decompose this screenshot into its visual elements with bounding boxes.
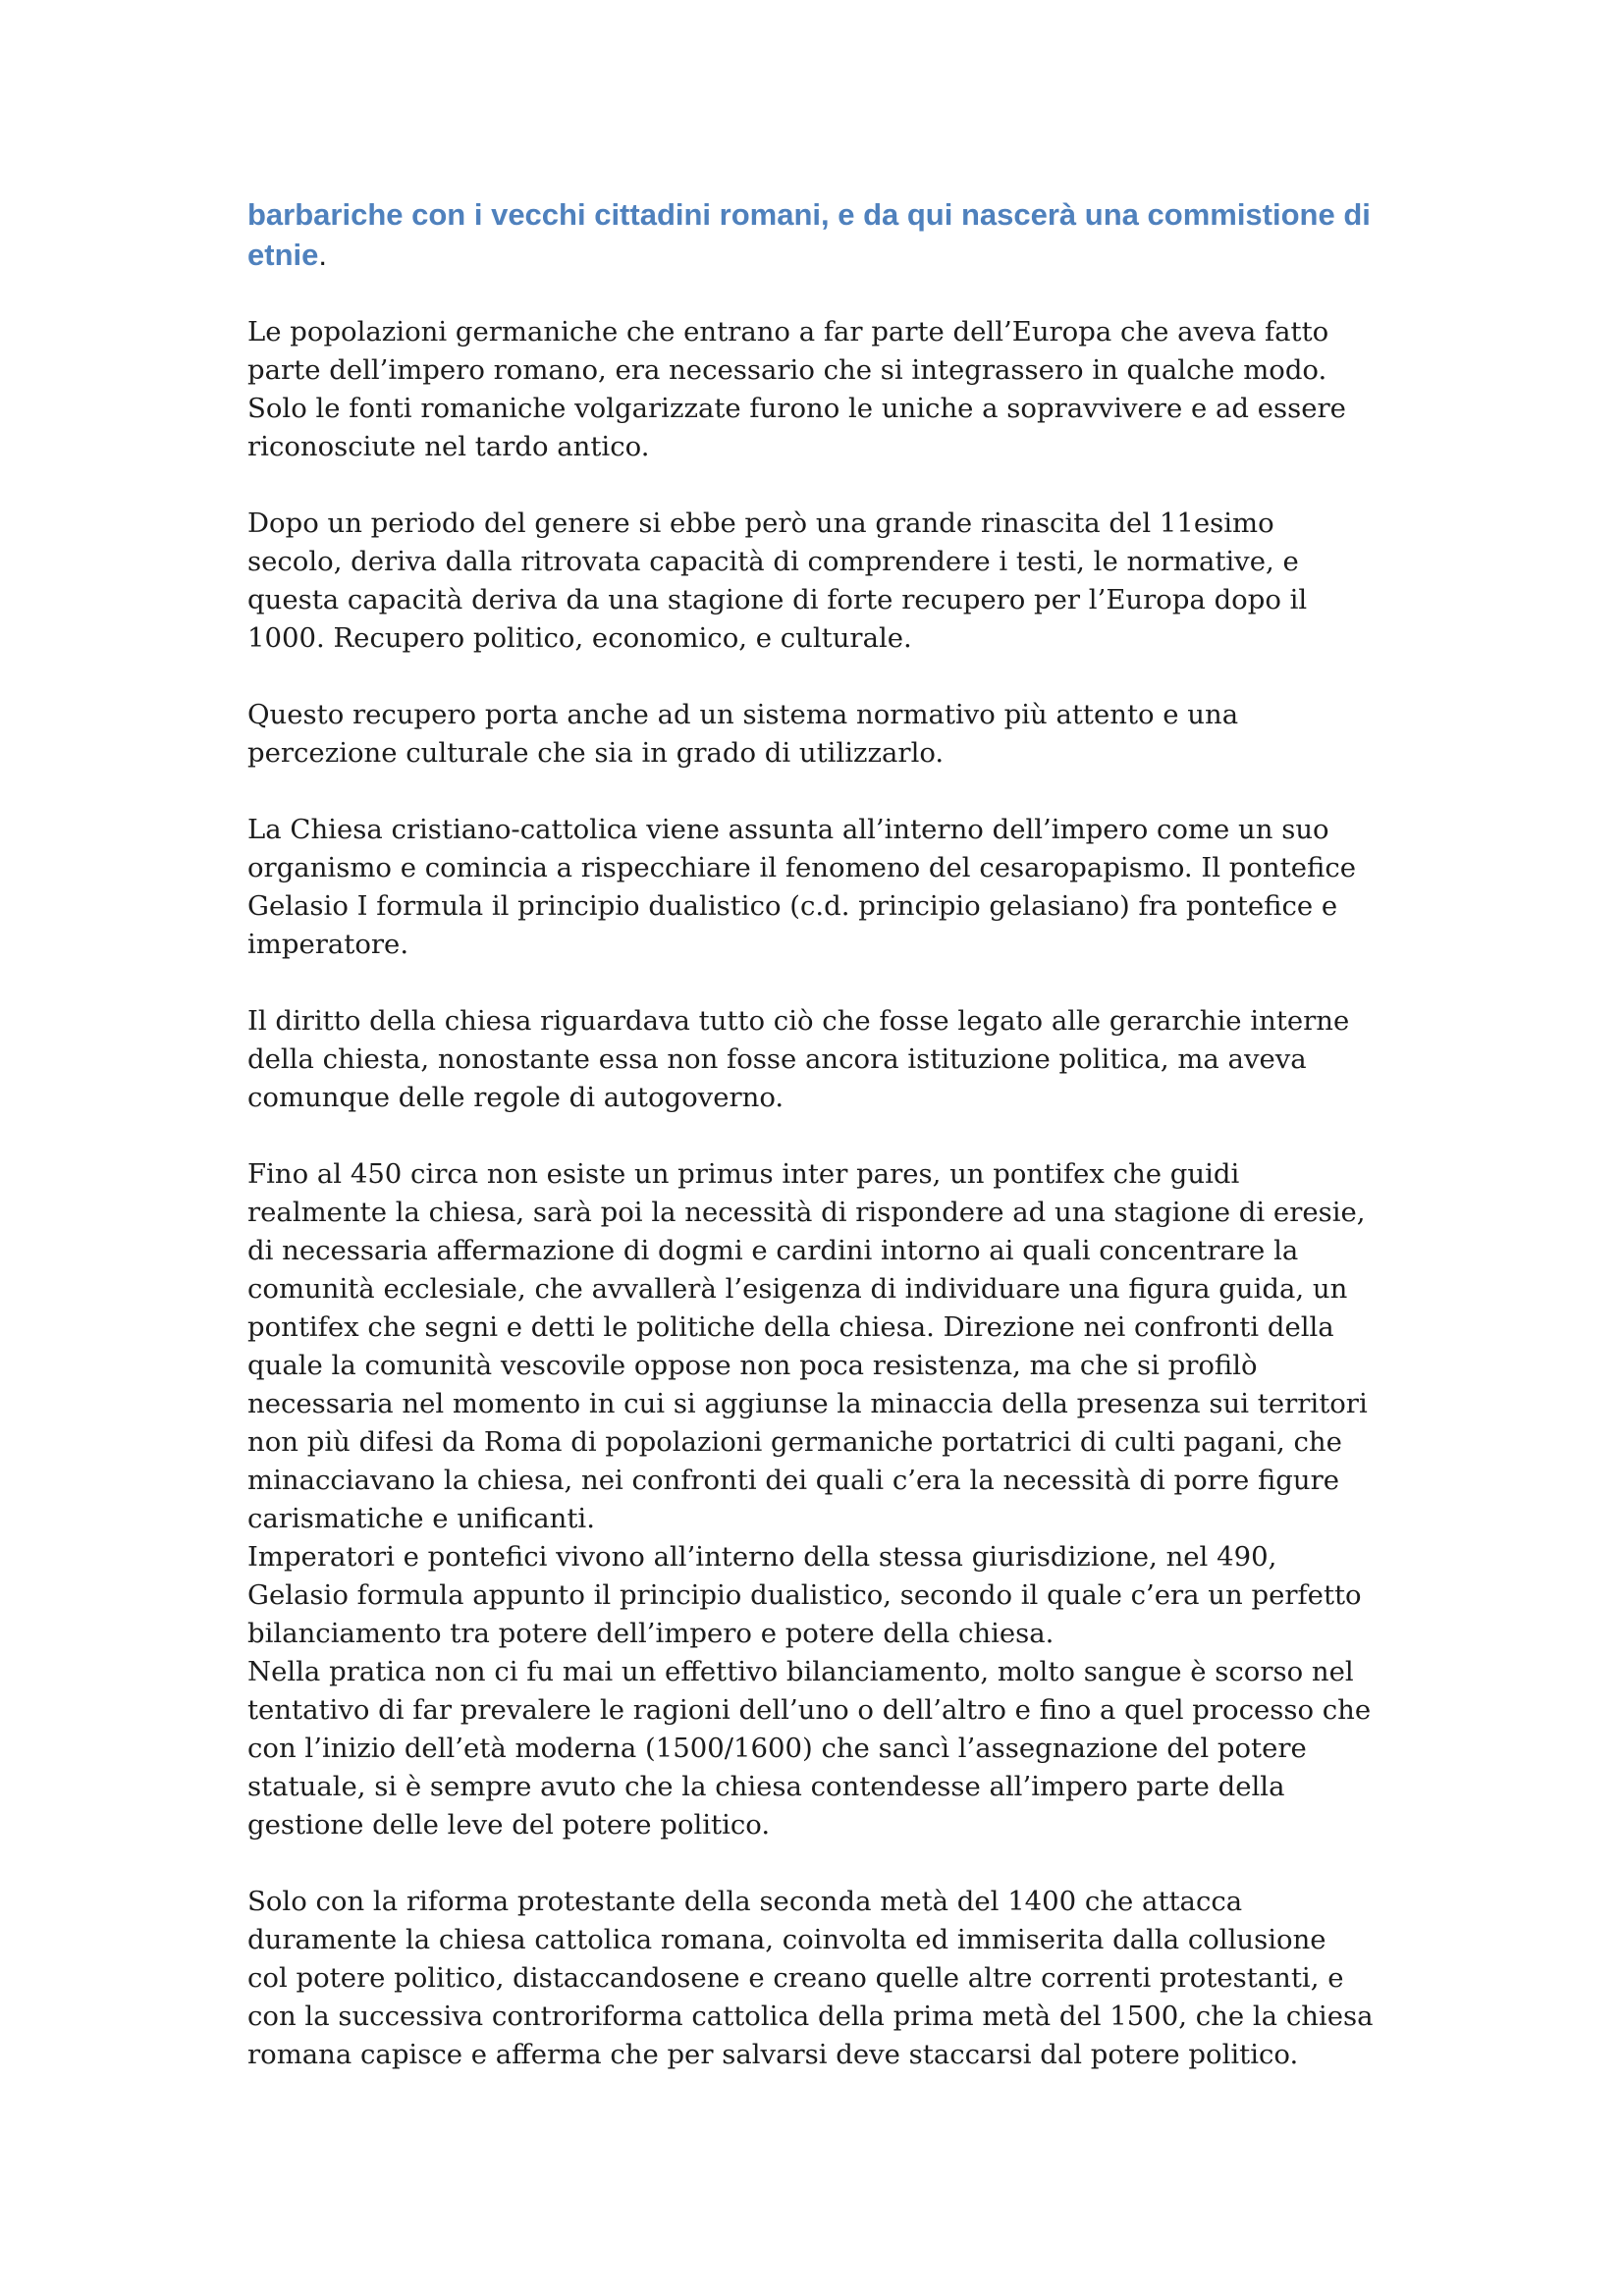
paragraph-eleventh-century-rebirth (247, 505, 1386, 658)
paragraph-balance-in-practice (247, 1653, 1386, 1844)
text-line: percezione culturale che sia in grado di utilizzarlo. (247, 737, 945, 769)
text-line: Solo con la riforma protestante della seconda metà del 1400 che attacca (247, 1886, 1243, 1917)
text-line: secolo, deriva dalla ritrovata capacità di comprendere i testi, le normative, e (247, 546, 1299, 577)
paragraph-catholic-church (247, 811, 1386, 964)
text-line: non più difesi da Roma di popolazioni germaniche portatrici di culti pagani, che (247, 1426, 1342, 1458)
text-line: parte dell’impero romano, era necessario che si integrassero in qualche modo. (247, 354, 1327, 386)
text-line: col potere politico, distaccandosene e creano quelle altre correnti protestanti, e (247, 1962, 1344, 1994)
text-line: pontifex che segni e detti le politiche della chiesa. Direzione nei confronti della (247, 1311, 1334, 1343)
heading-line (247, 235, 1386, 275)
text-line: Imperatori e pontefici vivono all’interno della stessa giurisdizione, nel 490, (247, 1541, 1277, 1573)
text-line: Dopo un periodo del genere si ebbe però una grande rinascita del 11esimo (247, 507, 1274, 539)
text-line: duramente la chiesa cattolica romana, coinvolta ed immiserita dalla collusione (247, 1924, 1326, 1955)
text-line: Fino al 450 circa non esiste un primus inter pares, un pontifex che guidi (247, 1158, 1240, 1190)
document-body (247, 194, 1386, 2112)
text-line: di necessaria affermazione di dogmi e cardini intorno ai quali concentrare la (247, 1235, 1299, 1266)
paragraph-protestant-reform (247, 1883, 1386, 2074)
text-line: Solo le fonti romaniche volgarizzate furono le uniche a sopravvivere e ad essere (247, 393, 1346, 424)
text-line: Le popolazioni germaniche che entrano a far parte dell’Europa che aveva fatto (247, 316, 1329, 347)
text-line: quale la comunità vescovile oppose non poca resistenza, ma che si profilò (247, 1350, 1258, 1381)
text-line: questa capacità deriva da una stagione di forte recupero per l’Europa dopo il (247, 584, 1308, 615)
text-line: organismo e comincia a rispecchiare il fenomeno del cesaropapismo. Il pontefice (247, 852, 1356, 883)
paragraph-germanic-populations (247, 313, 1386, 466)
text-line: carismatiche e unificanti. (247, 1503, 595, 1534)
paragraph-primus-inter-pares (247, 1155, 1386, 1538)
text-line: imperatore. (247, 929, 409, 960)
text-line: minacciavano la chiesa, nei confronti dei quali c’era la necessità di porre figure (247, 1465, 1340, 1496)
text-line: 1000. Recupero politico, economico, e culturale. (247, 622, 912, 654)
text-line: bilanciamento tra potere dell’impero e potere della chiesa. (247, 1618, 1055, 1649)
text-line: Questo recupero porta anche ad un sistema normativo più attento e una (247, 699, 1239, 730)
heading-line: barbariche con i vecchi cittadini romani, e da qui nascerà una commistione di (247, 197, 1371, 232)
paragraph-church-law (247, 1002, 1386, 1117)
text-line: romana capisce e afferma che per salvarsi deve staccarsi dal potere politico. (247, 2039, 1299, 2070)
text-line: riconosciute nel tardo antico. (247, 431, 650, 462)
paragraph-normative-system (247, 696, 1386, 773)
text-line: comunque delle regole di autogoverno. (247, 1082, 784, 1113)
text-line: comunità ecclesiale, che avvallerà l’esigenza di individuare una figura guida, un (247, 1273, 1348, 1305)
text-line: con la successiva controriforma cattolica della prima metà del 1500, che la chiesa (247, 2001, 1374, 2032)
text-line: tentativo di far prevalere le ragioni dell’uno o dell’altro e fino a quel processo che (247, 1694, 1372, 1726)
section-heading (247, 194, 1386, 275)
text-line: gestione delle leve del potere politico. (247, 1809, 771, 1841)
heading-trailing-period: . (318, 238, 327, 272)
text-line: della chiesta, nonostante essa non fosse ancora istituzione politica, ma aveva (247, 1043, 1307, 1075)
text-line: necessaria nel momento in cui si aggiunse la minaccia della presenza sui territori (247, 1388, 1368, 1419)
text-line: Gelasio formula appunto il principio dualistico, secondo il quale c’era un perfetto (247, 1579, 1362, 1611)
text-line: La Chiesa cristiano-cattolica viene assunta all’interno dell’impero come un suo (247, 814, 1329, 845)
text-line: con l’inizio dell’età moderna (1500/1600) che sancì l’assegnazione del potere (247, 1733, 1307, 1764)
text-line: statuale, si è sempre avuto che la chiesa contendesse all’impero parte della (247, 1771, 1285, 1802)
heading-line-text: etnie (247, 238, 319, 272)
text-line: Nella pratica non ci fu mai un effettivo bilanciamento, molto sangue è scorso nel (247, 1656, 1354, 1687)
paragraph-emperors-and-popes (247, 1538, 1386, 1653)
text-line: Gelasio I formula il principio dualistico (c.d. principio gelasiano) fra pontefice e (247, 890, 1338, 922)
text-line: Il diritto della chiesa riguardava tutto ciò che fosse legato alle gerarchie interne (247, 1005, 1350, 1037)
text-line: realmente la chiesa, sarà poi la necessità di rispondere ad una stagione di eresie, (247, 1197, 1366, 1228)
